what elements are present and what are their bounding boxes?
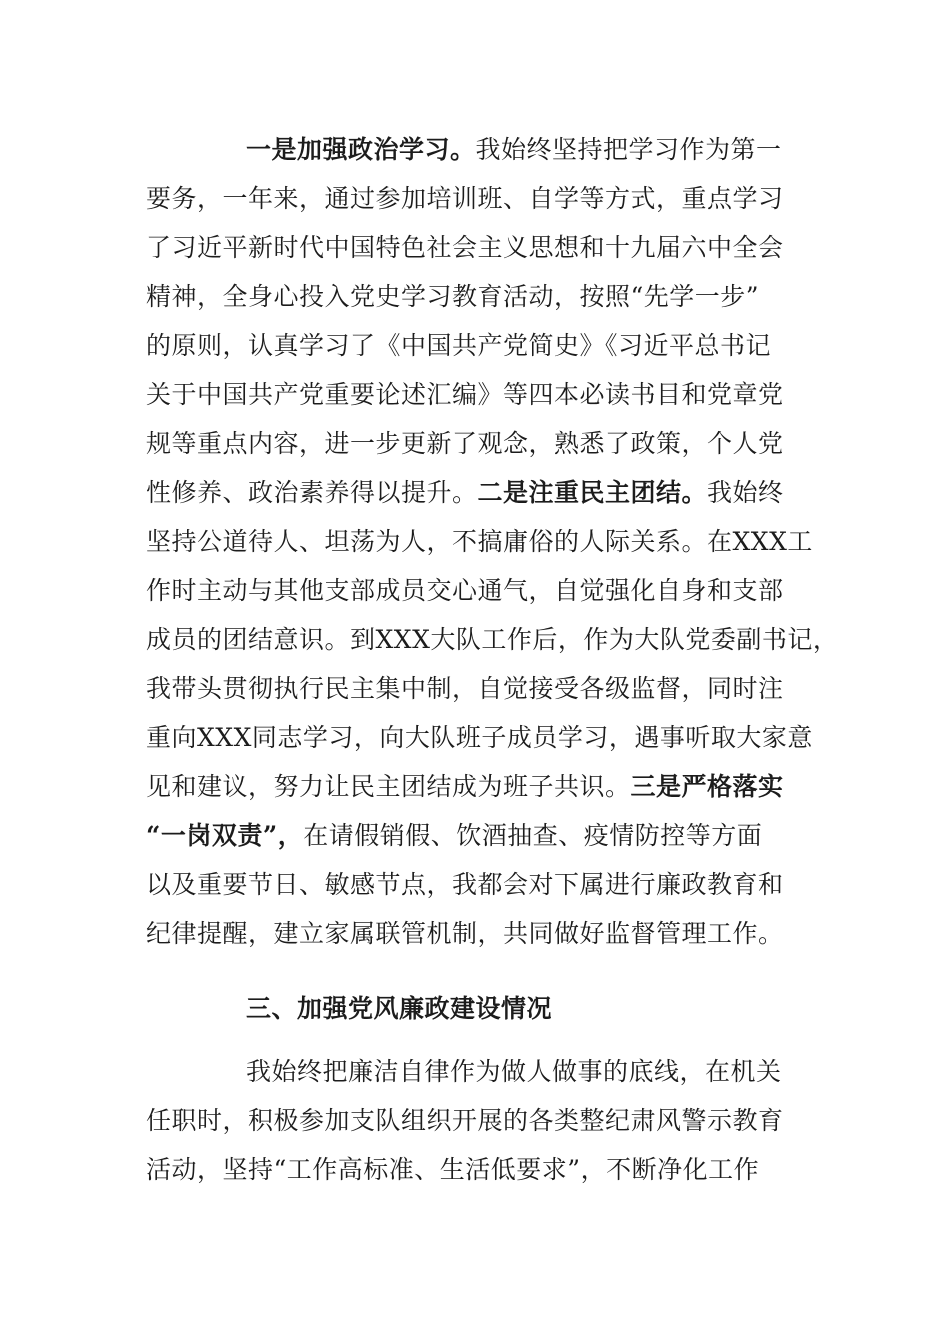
- paragraph-1-line-5: [146, 331, 771, 361]
- paragraph-2-line-3: [146, 1155, 759, 1185]
- text-segment: 活动，坚持“工作高标准、生活低要求”，不断净化工作: [146, 1155, 760, 1184]
- paragraph-1-line-16: [146, 870, 784, 900]
- heading-strict-implementation: 三是严格落实: [630, 772, 784, 801]
- text-segment: 要务，一年来，通过参加培训班、自学等方式，重点学习: [146, 184, 784, 213]
- text-segment: 见和建议，努力让民主团结成为班子共识。: [146, 772, 631, 801]
- text-segment: 作时主动与其他支部成员交心通气，自觉强化自身和支部: [146, 576, 784, 605]
- paragraph-1-line-12: [146, 674, 784, 704]
- paragraph-1-line-10: [146, 576, 784, 606]
- text-segment: 性修养、政治素养得以提升。: [146, 478, 478, 507]
- paragraph-1-line-15: [146, 821, 762, 851]
- text-segment: 以及重要节日、敏感节点，我都会对下属进行廉政教育和: [146, 870, 784, 899]
- paragraph-1-line-17: [146, 919, 784, 949]
- paragraph-1-line-11: [146, 625, 838, 655]
- section-heading: [246, 994, 552, 1024]
- text-segment: 关于中国共产党重要论述汇编》等四本必读书目和党章党: [146, 380, 784, 409]
- paragraph-1-line-6: [146, 380, 784, 410]
- paragraph-1-line-14: [146, 772, 784, 802]
- text-segment: 任职时，积极参加支队组织开展的各类整纪肃风警示教育: [146, 1106, 784, 1135]
- paragraph-1-line-4: [146, 282, 759, 312]
- text-segment: 精神，全身心投入党史学习教育活动，按照“先学一步”: [146, 282, 760, 311]
- text-segment: 的原则，认真学习了《中国共产党简史》《习近平总书记: [146, 331, 772, 360]
- text-segment: 坚持公道待人、坦荡为人，不搞庸俗的人际关系。在XXX工: [146, 527, 813, 556]
- heading-political-study: 一是加强政治学习。: [246, 135, 476, 164]
- paragraph-1-line-9: [146, 527, 813, 557]
- text-segment: 我始终坚持把学习作为第一: [475, 135, 782, 164]
- paragraph-1-line-13: [146, 723, 813, 753]
- paragraph-2-line-1: [246, 1057, 782, 1087]
- text-segment: 规等重点内容，进一步更新了观念，熟悉了政策，个人党: [146, 429, 784, 458]
- paragraph-1-line-7: [146, 429, 784, 459]
- heading-dual-responsibility: “一岗双责”，: [146, 821, 304, 850]
- paragraph-1-line-2: [146, 184, 784, 214]
- text-segment: 重向XXX同志学习，向大队班子成员学习，遇事听取大家意: [146, 723, 813, 752]
- text-segment: 纪律提醒，建立家属联管机制，共同做好监督管理工作。: [146, 919, 784, 948]
- text-segment: 我带头贯彻执行民主集中制，自觉接受各级监督，同时注: [146, 674, 784, 703]
- paragraph-1-line-1: [246, 135, 782, 165]
- text-segment: 我始终把廉洁自律作为做人做事的底线，在机关: [246, 1057, 782, 1086]
- paragraph-1-line-8: [146, 478, 784, 508]
- text-segment: 成员的团结意识。到XXX大队工作后，作为大队党委副书记，: [146, 625, 839, 654]
- text-segment: 我始终: [707, 478, 784, 507]
- paragraph-1-line-3: [146, 233, 784, 263]
- text-segment: 在请假销假、饮酒抽查、疫情防控等方面: [303, 821, 763, 850]
- paragraph-2-line-2: [146, 1106, 784, 1136]
- section-title: 三、加强党风廉政建设情况: [246, 994, 553, 1023]
- text-segment: 了习近平新时代中国特色社会主义思想和十九届六中全会: [146, 233, 784, 262]
- heading-democratic-unity: 二是注重民主团结。: [477, 478, 708, 507]
